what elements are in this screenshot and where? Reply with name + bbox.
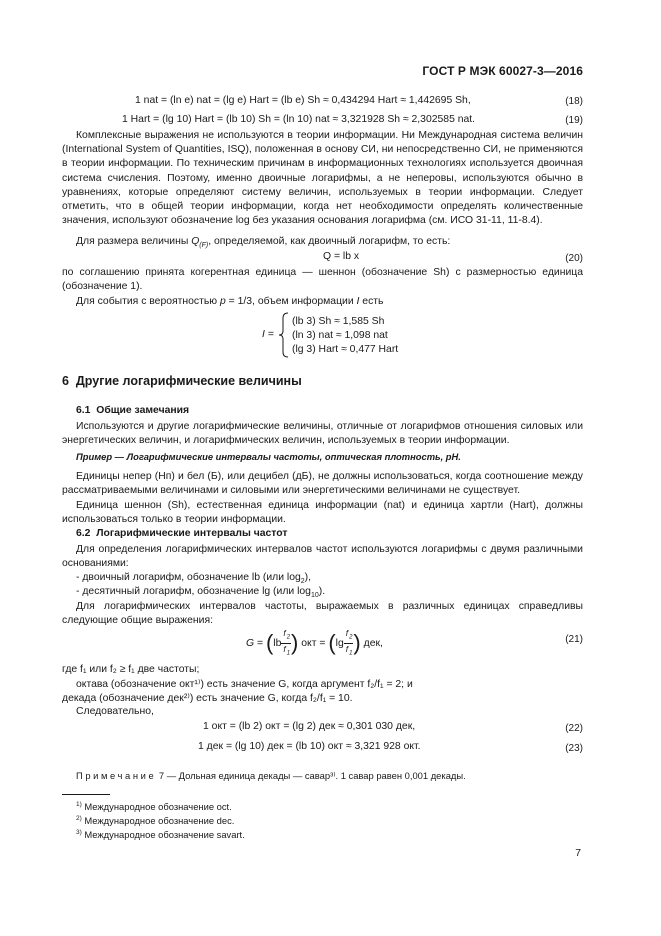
paragraph-neper-bel: Единицы непер (Нп) и бел (Б), или децибел (дБ), не должны использоваться, когда соотношение между рассматриваемыми величинами и силовыми или энергетическими величинами не существует. <box>62 471 583 497</box>
definition-decade: декада (обозначение дек²⁾) есть значение G, когда f₂/f₁ = 10. <box>62 693 353 704</box>
section-6-1-heading: 6.1 Общие замечания <box>76 405 190 416</box>
paragraph-other-log-quantities: Используются и другие логарифмические величины, отличные от логарифмов отношения силовых или энергетических величин, и логарифмических величин, используемых в теории информации. <box>62 421 583 447</box>
equation-21: G = (lb $\frac{f_2}{f_1}$ ) окт = (lg $\frac{f_2}{f_1}$ ) дек, <box>246 628 383 657</box>
system-line-1: (lb 3) Sh ≈ 1,585 Sh <box>292 316 385 327</box>
example-note: Пример — Логарифмические интервалы частоты, оптическая плотность, pH. <box>76 451 461 462</box>
footnote-1: $^{1)}$ Международное обозначение oct. <box>76 801 232 813</box>
paragraph-complex-expressions: Комплексные выражения не используются в теории информации. Ни Международная система величин (International System of Quantities, ISQ), положенная в основу СИ, ни непосредственно СИ, не применяются в теории информации. По техническим причинам в информационных технологиях используется двоичная система счисления. Поэтому, именно двоичные логарифмы, а не неперовы, используются обычно в уравнениях, которые определяют систему величин, используемых в теории информации. Следует отметить, что в общей теории информации, когда нет необходимости определять количественные значения, используют обозначение log без указания основания логарифма (см. ИСО 31-11, 11-8.4). <box>62 130 583 227</box>
fraction-f2-f1-a: $\frac{f_2}{f_1}$ <box>283 628 291 657</box>
system-line-2: (ln 3) nat ≈ 1,098 nat <box>292 330 388 341</box>
fraction-f2-f1-b: $\frac{f_2}{f_1}$ <box>345 628 353 657</box>
paragraph-coherent-unit: по соглашению принята когерентная единица — шеннон (обозначение Sh) с размерностью единица (обозначение 1). <box>62 267 583 293</box>
note-7: Примечание 7 — Дольная единица декады — савар³⁾. 1 савар равен 0,001 декады. <box>76 770 466 781</box>
equation-22-number: (22) <box>565 723 583 734</box>
equation-20-number: (20) <box>565 253 583 264</box>
paragraph-quantity-size: Для размера величины $Q_{(F)}$, определяемой, как двоичный логарифм, то есть: <box>76 236 451 250</box>
equation-18-number: (18) <box>565 96 583 107</box>
therefore-text: Следовательно, <box>76 706 154 717</box>
section-6-2-heading: 6.2 Логарифмические интервалы частот <box>76 528 288 539</box>
definition-octave: октава (обозначение окт¹⁾) есть значение G, когда аргумент f₂/f₁ = 2; и <box>76 679 413 690</box>
list-item-decimal-log: - десятичный логарифм, обозначение lg (или $\log_{10}$). <box>76 586 326 600</box>
list-item-binary-log: - двоичный логарифм, обозначение lb (или $\log_2$), <box>76 572 312 586</box>
equation-22: 1 окт = (lb 2) окт = (lg 2) дек ≈ 0,301 030 дек, <box>203 721 416 732</box>
paragraph-shannon-units: Единица шеннон (Sh), естественная единица информации (nat) и единица хартли (Hart), должны использоваться только в теории информации. <box>62 500 583 526</box>
system-line-3: (lg 3) Hart ≈ 0,477 Hart <box>292 344 399 355</box>
definition-where: где f₁ или f₂ ≥ f₁ две частоты; <box>62 664 200 675</box>
page-number: 7 <box>575 848 581 859</box>
equation-23-number: (23) <box>565 743 583 754</box>
footnote-separator <box>62 794 110 795</box>
footnote-2: $^{2)}$ Международное обозначение dec. <box>76 815 235 827</box>
system-lhs: I = <box>262 329 274 340</box>
paragraph-frequency-intervals: Для логарифмических интервалов частоты, выражаемых в различных единицах справедливы следующие общие выражения: <box>62 601 583 627</box>
equation-19: 1 Hart = (lg 10) Hart = (lb 10) Sh = (ln 10) nat ≈ 3,321928 Sh ≈ 2,302585 nat. <box>122 114 476 125</box>
equation-18: 1 nat = (ln e) nat = (lg e) Hart = (lb e) Sh ≈ 0,434294 Hart ≈ 1,442695 Sh, <box>135 95 471 106</box>
equation-20: Q = lb x <box>323 251 360 262</box>
paragraph-event-probability: Для события с вероятностью p = 1/3, объем информации I есть <box>76 296 384 307</box>
footnote-3: $^{3)}$ Международное обозначение savart. <box>76 829 245 841</box>
equation-21-number: (21) <box>565 634 583 645</box>
equation-23: 1 дек = (lg 10) дек = (lb 10) окт ≈ 3,321 928 окт. <box>198 741 421 752</box>
left-brace-icon <box>278 312 290 358</box>
document-header: ГОСТ Р МЭК 60027-3—2016 <box>422 64 583 78</box>
paragraph-log-bases: Для определения логарифмических интервалов частот используются логарифмы с двумя различными основаниями: <box>62 544 583 570</box>
equation-19-number: (19) <box>565 115 583 126</box>
section-6-heading: 6 Другие логарифмические величины <box>62 374 302 388</box>
